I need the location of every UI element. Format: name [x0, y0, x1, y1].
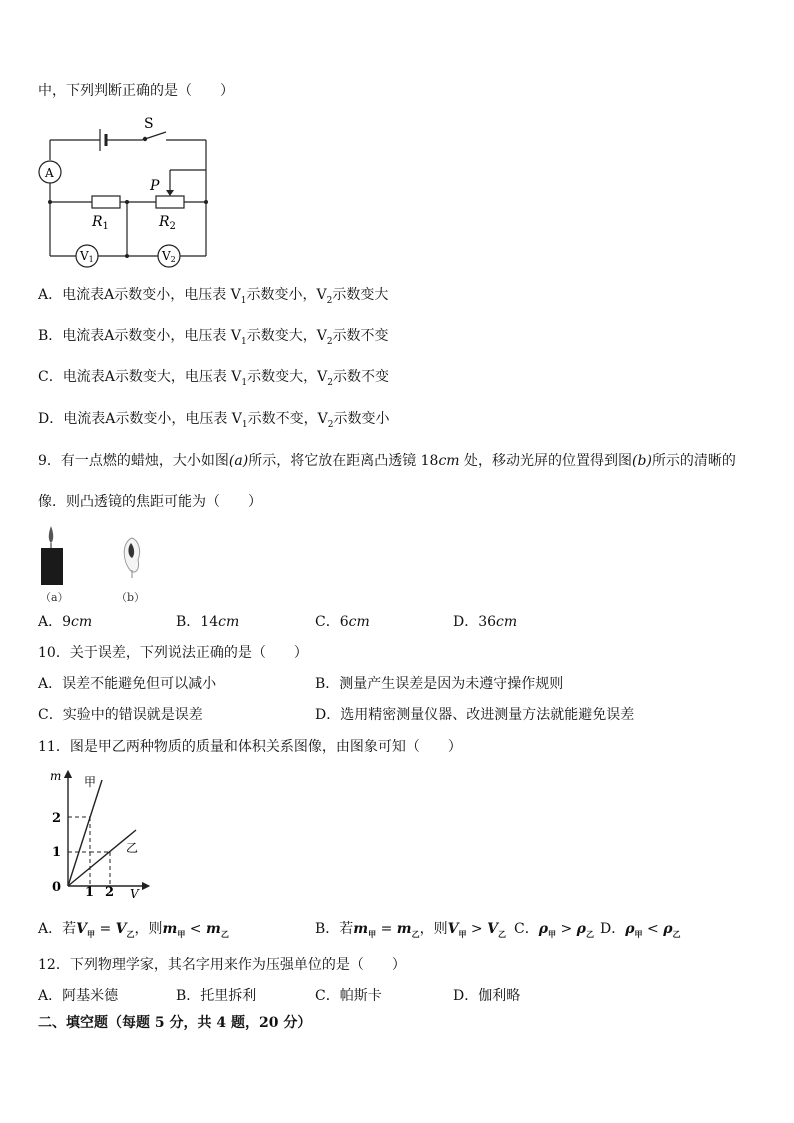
q11-option-a: A．若$V_甲 = V_乙$，则$m_甲 < m_乙$ — [38, 921, 229, 939]
q8-circuit-diagram — [34, 114, 214, 274]
q11-mass-volume-graph — [46, 766, 166, 902]
q8-option-d: D．电流表A示数变小，电压表 $V_1$示数不变，$V_2$示数变小 — [38, 411, 390, 430]
q8-option-a: A．电流表A示数变小，电压表 $V_1$示数变小，$V_2$示数变大 — [38, 287, 389, 306]
fig-b-label: （b） — [116, 591, 146, 604]
q10-stem: 10．关于误差，下列说法正确的是（ ） — [38, 645, 308, 661]
q10-option-a: A．误差不能避免但可以减小 — [38, 676, 217, 692]
x-axis-label: V — [130, 887, 139, 901]
q9-option-b: B．14cm — [176, 614, 240, 630]
v1-label: V1 — [80, 249, 94, 264]
slider-label: P — [150, 178, 160, 194]
q8-stem-tail: 中，下列判断正确的是（ ） — [38, 83, 234, 99]
q12-stem: 12．下列物理学家，其名字用来作为压强单位的是（ ） — [38, 957, 406, 973]
q11-option-c: C．$\rho_甲 > \rho_乙$ — [514, 921, 594, 939]
q8-option-c: C．电流表A示数变大，电压表 $V_1$示数变大，$V_2$示数不变 — [38, 369, 389, 388]
x-tick-1: 1 — [85, 885, 95, 900]
origin-label: 0 — [52, 880, 62, 895]
ammeter-label: A — [45, 166, 54, 180]
y-tick-1: 1 — [52, 845, 62, 860]
line-yi — [68, 830, 139, 886]
series-yi-label: 乙 — [126, 841, 139, 855]
q11-stem: 11．图是甲乙两种物质的质量和体积关系图像，由图象可知（ ） — [38, 739, 462, 755]
q11-option-d: D．$\rho_甲 < \rho_乙$ — [600, 921, 681, 939]
q10-option-d: D．选用精密测量仪器、改进测量方法就能避免误差 — [315, 707, 635, 723]
section2-title: 二、填空题（每题 5 分，共 4 题，20 分） — [38, 1015, 312, 1031]
q9-option-a: A．9cm — [38, 614, 93, 630]
q9-stem-line1: 9．有一点燃的蜡烛，大小如图(a)所示，将它放在距离凸透镜 18cm 处，移动光屏的位置得到图(b)所示的清晰的 — [38, 453, 736, 469]
candle-body — [41, 548, 63, 585]
q12-option-d: D．伽利略 — [453, 988, 521, 1004]
q12-option-b: B．托里拆利 — [176, 988, 257, 1004]
v2-label: V2 — [162, 249, 176, 264]
r2-resistor — [156, 196, 184, 208]
q8-option-b: B．电流表A示数变小，电压表 $V_1$示数变大，$V_2$示数不变 — [38, 328, 389, 347]
fig-a-label: （a） — [40, 591, 69, 604]
q10-option-b: B．测量产生误差是因为未遵守操作规则 — [315, 676, 564, 692]
q9-stem-line2: 像．则凸透镜的焦距可能为（ ） — [38, 494, 262, 510]
r2-label: $R_2$ — [159, 214, 176, 232]
switch-label: S — [144, 116, 154, 132]
q9-option-c: C．6cm — [315, 614, 370, 630]
q12-option-a: A．阿基米德 — [38, 988, 119, 1004]
y-axis-label: m — [50, 769, 62, 783]
q12-option-c: C．帕斯卡 — [315, 988, 382, 1004]
q11-option-b: B．若$m_甲 = m_乙$，则$V_甲 > V_乙$ — [315, 921, 506, 939]
y-tick-2: 2 — [52, 811, 62, 826]
line-jia — [68, 780, 102, 886]
series-jia-label: 甲 — [84, 775, 97, 789]
candle-flame — [49, 526, 54, 543]
x-tick-2: 2 — [105, 885, 115, 900]
r1-resistor — [92, 196, 120, 208]
r1-label: $R_1$ — [92, 214, 109, 232]
q10-option-c: C．实验中的错误就是误差 — [38, 707, 203, 723]
q9-candle-figures — [34, 520, 194, 606]
q9-option-d: D．36cm — [453, 614, 518, 630]
